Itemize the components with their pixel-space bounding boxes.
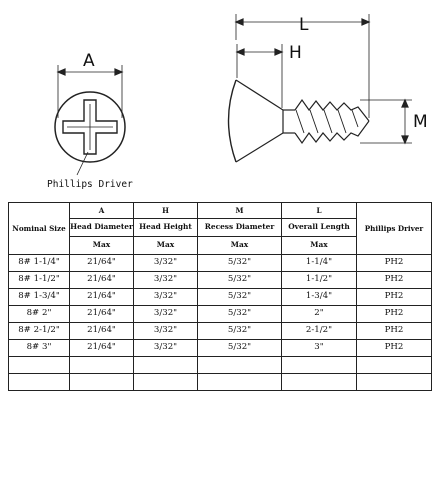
empty-cell: [9, 357, 70, 374]
overall-length-cell: 1-1/2": [282, 272, 357, 289]
col-h-code: H: [134, 203, 198, 219]
dimension-h-label: H: [289, 43, 302, 63]
overall-length-cell: 2-1/2": [282, 323, 357, 340]
col-l-unit: Max: [282, 237, 357, 255]
empty-cell: [357, 374, 432, 391]
nominal-size-cell: 8# 1-3/4": [9, 289, 70, 306]
head-height-cell: 3/32": [134, 323, 198, 340]
overall-length-cell: 1-3/4": [282, 289, 357, 306]
nominal-size-header: Nominal Size: [9, 203, 70, 255]
col-m-code: M: [198, 203, 282, 219]
driver-cell: PH2: [357, 289, 432, 306]
nominal-size-cell: 8# 1-1/2": [9, 272, 70, 289]
head-diameter-cell: 21/64": [70, 340, 134, 357]
col-a-name: Head Diameter: [70, 219, 134, 237]
nominal-size-cell: 8# 3": [9, 340, 70, 357]
empty-cell: [70, 357, 134, 374]
phillips-driver-header: Phillips Driver: [357, 203, 432, 255]
empty-cell: [134, 357, 198, 374]
recess-diameter-cell: 5/32": [198, 306, 282, 323]
nominal-size-cell: 8# 2-1/2": [9, 323, 70, 340]
table-row: [9, 255, 432, 272]
recess-diameter-cell: 5/32": [198, 323, 282, 340]
overall-length-cell: 2": [282, 306, 357, 323]
recess-diameter-cell: 5/32": [198, 289, 282, 306]
screw-head-top-view: [55, 92, 125, 162]
caption-leader-line: [77, 152, 88, 175]
head-height-cell: 3/32": [134, 306, 198, 323]
nominal-size-cell: 8# 2": [9, 306, 70, 323]
head-height-cell: 3/32": [134, 340, 198, 357]
table-row: [9, 289, 432, 306]
head-height-cell: 3/32": [134, 289, 198, 306]
empty-cell: [282, 374, 357, 391]
screw-side-view: [229, 80, 370, 162]
head-diameter-cell: 21/64": [70, 289, 134, 306]
empty-cell: [357, 357, 432, 374]
head-diameter-cell: 21/64": [70, 323, 134, 340]
empty-cell: [282, 357, 357, 374]
table-row: [9, 306, 432, 323]
col-a-code: A: [70, 203, 134, 219]
dimension-m-label: M: [413, 112, 428, 132]
recess-diameter-cell: 5/32": [198, 272, 282, 289]
col-h-unit: Max: [134, 237, 198, 255]
driver-cell: PH2: [357, 255, 432, 272]
empty-table-row: [9, 374, 432, 391]
col-l-code: L: [282, 203, 357, 219]
screw-spec-table: [8, 202, 432, 391]
nominal-size-cell: 8# 1-1/4": [9, 255, 70, 272]
head-diameter-cell: 21/64": [70, 306, 134, 323]
overall-length-cell: 3": [282, 340, 357, 357]
col-a-unit: Max: [70, 237, 134, 255]
empty-cell: [198, 374, 282, 391]
driver-cell: PH2: [357, 323, 432, 340]
driver-cell: PH2: [357, 340, 432, 357]
empty-cell: [134, 374, 198, 391]
empty-cell: [70, 374, 134, 391]
head-height-cell: 3/32": [134, 272, 198, 289]
head-diameter-cell: 21/64": [70, 255, 134, 272]
empty-cell: [9, 374, 70, 391]
dimension-h-line: [237, 44, 282, 108]
dimension-m-line: [360, 100, 412, 143]
head-height-cell: 3/32": [134, 255, 198, 272]
screw-technical-drawing: [0, 0, 440, 200]
empty-cell: [198, 357, 282, 374]
table-row: [9, 272, 432, 289]
driver-cell: PH2: [357, 306, 432, 323]
recess-diameter-cell: 5/32": [198, 255, 282, 272]
head-diameter-cell: 21/64": [70, 272, 134, 289]
table-row: [9, 340, 432, 357]
empty-table-row: [9, 357, 432, 374]
col-h-name: Head Height: [134, 219, 198, 237]
col-m-name: Recess Diameter: [198, 219, 282, 237]
driver-cell: PH2: [357, 272, 432, 289]
col-m-unit: Max: [198, 237, 282, 255]
table-row: [9, 323, 432, 340]
dimension-l-label: L: [299, 15, 309, 35]
col-l-name: Overall Length: [282, 219, 357, 237]
dimension-a-label: A: [83, 51, 95, 71]
recess-diameter-cell: 5/32": [198, 340, 282, 357]
overall-length-cell: 1-1/4": [282, 255, 357, 272]
phillips-driver-caption: Phillips Driver: [47, 179, 133, 190]
